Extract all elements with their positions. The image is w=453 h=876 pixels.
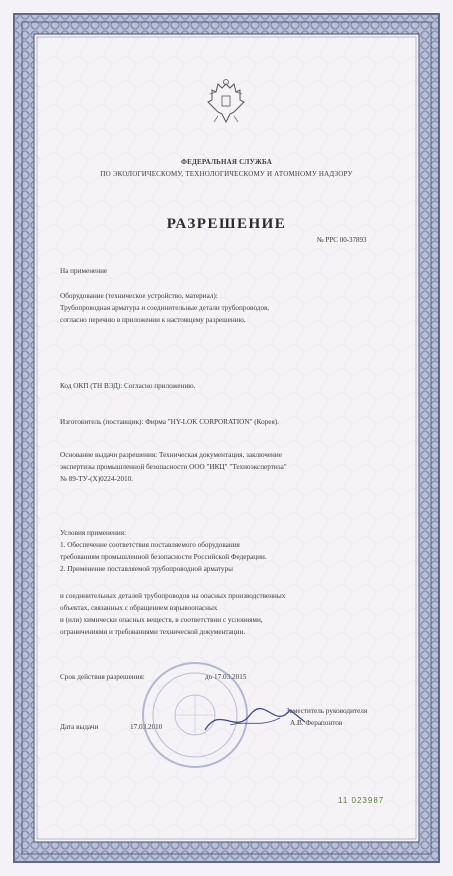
- basis-line2: экспертизы промышленной безопасности ООО "ИКЦ" "Техноэкспертиза": [60, 463, 287, 471]
- conditions-line1: 1. Обеспечение соответствия поставляемого оборудования: [60, 541, 240, 549]
- coat-of-arms-icon: [204, 78, 248, 128]
- agency-name-line1: ФЕДЕРАЛЬНАЯ СЛУЖБА: [180, 158, 273, 166]
- conditions-line4: и соединительных деталей трубопроводов на опасных производственных: [60, 592, 286, 600]
- basis-line3: № 89-ТУ-(Х)0224-2010.: [60, 475, 134, 483]
- equipment-line2: согласно перечню в приложении к настоящему разрешению.: [60, 316, 246, 324]
- conditions-line6: и (или) химически опасных веществ, в соответствии с условиями,: [60, 616, 263, 624]
- application-label: На применение: [60, 267, 108, 275]
- validity-value: до 17.03.2015: [205, 673, 247, 681]
- issue-date-value: 17.03.2010: [130, 723, 163, 731]
- agency-name-line2: ПО ЭКОЛОГИЧЕСКОМУ, ТЕХНОЛОГИЧЕСКОМУ И АТОМНОМУ НАДЗОРУ: [100, 170, 353, 178]
- manufacturer: Изготовитель (поставщик): Фирма "HY-LOK CORPORATION" (Корея).: [60, 418, 279, 426]
- issue-date-label: Дата выдачи: [60, 723, 99, 731]
- handwritten-signature: [200, 700, 310, 740]
- document-title: РАЗРЕШЕНИЕ: [166, 216, 287, 232]
- conditions-line2: требованиям промышленной безопасности Российской Федерации.: [60, 553, 267, 561]
- conditions-line5: объектах, связанных с обращением взрывоопасных: [60, 604, 218, 612]
- permit-number: № РРС 00-37893: [317, 236, 367, 244]
- equipment-label: Оборудование (техническое устройство, материал):: [60, 292, 218, 300]
- conditions-label: Условия применения:: [60, 529, 126, 537]
- signatory-name: А.В. Ферапонтов: [290, 719, 343, 727]
- basis-line1: Основание выдачи разрешения: Техническая документация, заключение: [60, 451, 282, 459]
- equipment-line1: Трубопроводная арматура и соединительные детали трубопроводов,: [60, 304, 270, 312]
- okp-code: Код ОКП (ТН ВЭД): Согласно приложению.: [60, 382, 196, 390]
- validity-label: Срок действия разрешения:: [60, 673, 145, 681]
- conditions-line3: 2. Применение поставляемой трубопроводной арматуры: [60, 565, 233, 573]
- signatory-position: Заместитель руководителя: [286, 707, 368, 715]
- serial-number: 11 023987: [338, 796, 385, 805]
- conditions-line7: ограничениями и требованиями технической документации.: [60, 628, 246, 636]
